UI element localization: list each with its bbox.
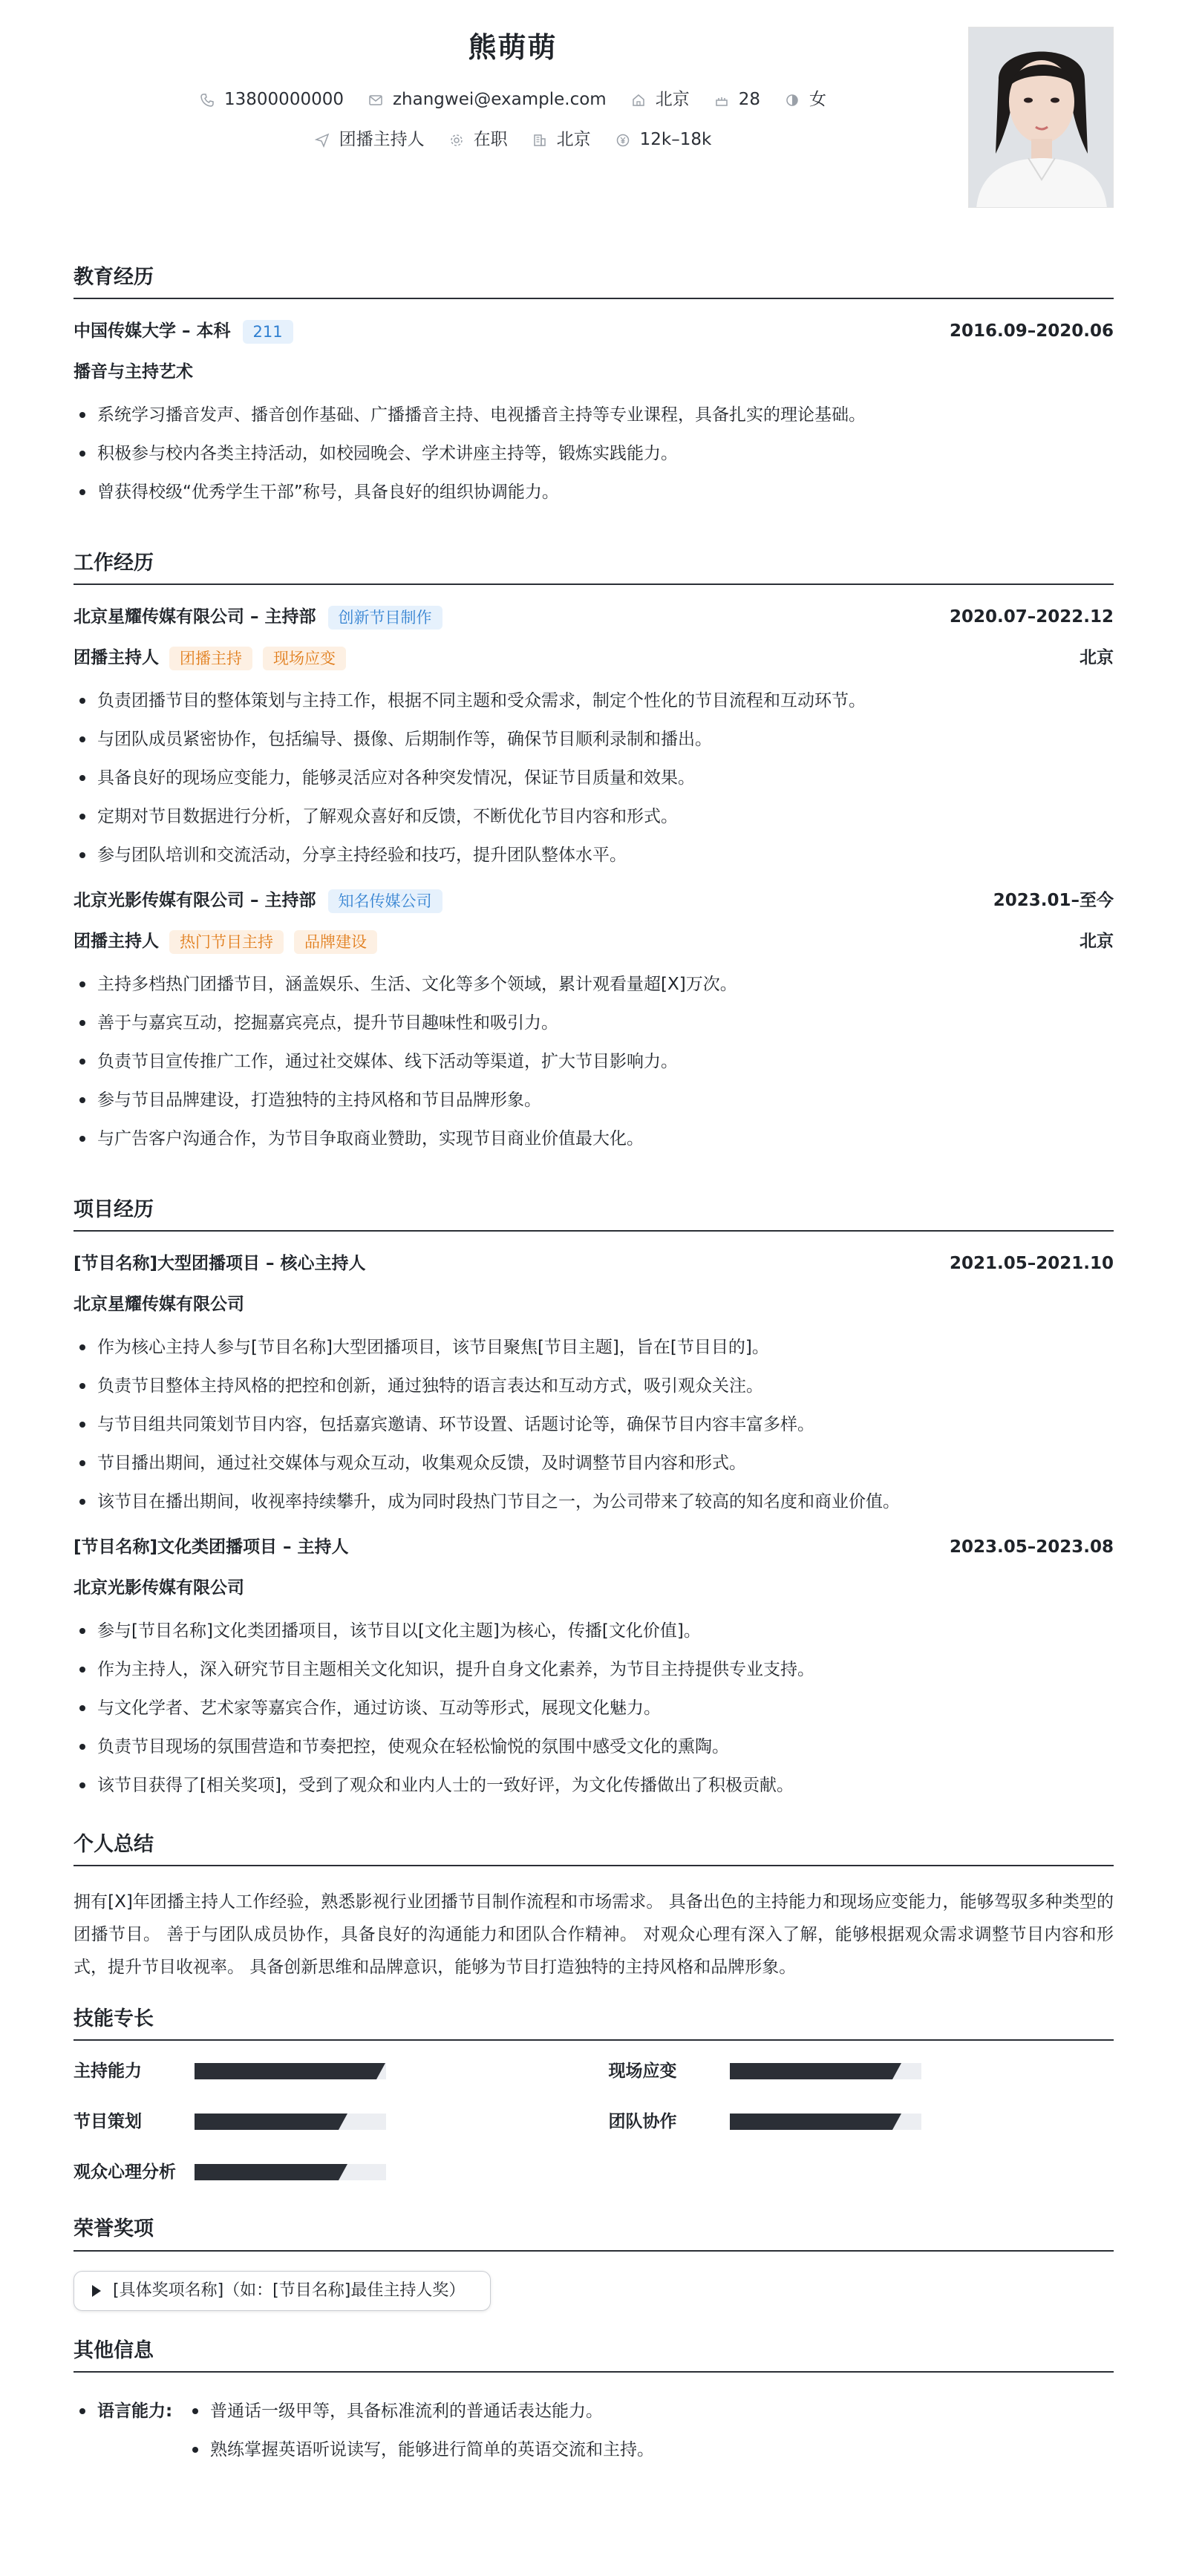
- skill-label: 团队协作: [608, 2111, 677, 2131]
- work-section: [74, 550, 1114, 1158]
- role: 团播主持人: [74, 932, 159, 952]
- work-head: [74, 604, 1114, 631]
- work-location: 北京: [1080, 932, 1114, 952]
- skills-section: [74, 2006, 1114, 2183]
- skill-label: 节目策划: [74, 2111, 142, 2131]
- work-title: 工作经历: [74, 550, 1114, 585]
- work-date: 2023.01–至今: [993, 891, 1114, 911]
- list-item: 负责节目整体主持风格的把控和创新，通过独特的语言表达和互动方式，吸引观众关注。: [74, 1367, 1114, 1405]
- project-org: 北京光影传媒有限公司: [74, 1578, 244, 1598]
- award-card[interactable]: [74, 2271, 491, 2312]
- project-section: [74, 1197, 1114, 1805]
- skill-bar: [730, 2114, 921, 2130]
- list-item: 负责节目现场的氛围营造和节奏把控，使观众在轻松愉悦的氛围中感受文化的熏陶。: [74, 1727, 1114, 1766]
- project-title: 项目经历: [74, 1197, 1114, 1232]
- list-item: 参与[节目名称]文化类团播项目，该节目以[文化主题]为核心，传播[文化价值]。: [74, 1612, 1114, 1650]
- list-item: 作为核心主持人参与[节目名称]大型团播项目，该节目聚焦[节目主题]，旨在[节目目的]。: [74, 1328, 1114, 1367]
- list-item: 系统学习播音发声、播音创作基础、广播播音主持、电视播音主持等专业课程，具备扎实的理论基础。: [74, 396, 1114, 434]
- awards-section: [74, 2216, 1114, 2311]
- status-value: 在职: [473, 130, 508, 149]
- status-item: [448, 129, 508, 151]
- email-value: zhangwei@example.com: [392, 90, 607, 109]
- age-icon: [713, 92, 730, 108]
- building-icon: [532, 132, 548, 148]
- project-date: 2021.05–2021.10: [949, 1254, 1114, 1274]
- skill-label: 观众心理分析: [74, 2162, 176, 2182]
- role-tag: 团播主持: [169, 647, 252, 670]
- project-head: [74, 1251, 1114, 1278]
- language-list: [186, 2392, 654, 2469]
- gear-icon: [448, 132, 465, 148]
- city-item: [630, 89, 690, 111]
- position-item: [314, 129, 425, 151]
- skill-item: [74, 2111, 579, 2133]
- work-head: [74, 888, 1114, 915]
- mail-icon: [368, 92, 384, 108]
- skill-item: [74, 2161, 579, 2183]
- list-item: 节目播出期间，通过社交媒体与观众互动，收集观众反馈，及时调整节目内容和形式。: [74, 1444, 1114, 1482]
- list-item: 该节目获得了[相关奖项]，受到了观众和业内人士的一致好评，为文化传播做出了积极贡献。: [74, 1766, 1114, 1805]
- home-icon: [630, 92, 647, 108]
- skill-bar: [195, 2063, 386, 2079]
- skill-bar: [195, 2114, 386, 2130]
- role-tag: 热门节目主持: [169, 930, 284, 954]
- list-item: 积极参与校内各类主持活动，如校园晚会、学术讲座主持等，锻炼实践能力。: [74, 434, 1114, 473]
- list-item: 与广告客户沟通合作，为节目争取商业赞助，实现节目商业价值最大化。: [74, 1119, 1114, 1158]
- contact-row: [74, 89, 952, 111]
- send-icon: [314, 132, 330, 148]
- skill-bar-fill: [195, 2063, 376, 2079]
- target-city-item: [532, 129, 591, 151]
- language-row: [74, 2392, 1114, 2469]
- skill-label: 主持能力: [74, 2061, 142, 2081]
- education-bullets: [74, 396, 1114, 511]
- other-section: [74, 2338, 1114, 2469]
- major: 播音与主持艺术: [74, 362, 193, 382]
- money-icon: [615, 132, 631, 148]
- age-item: [713, 89, 760, 111]
- phone-item: [199, 89, 344, 111]
- city-value: 北京: [655, 90, 690, 109]
- project-head: [74, 1534, 1114, 1561]
- school-line: 中国传媒大学 – 本科: [74, 321, 231, 341]
- skill-bar-fill: [195, 2164, 339, 2180]
- company-tag: 创新节目制作: [328, 606, 442, 630]
- skill-label: 现场应变: [608, 2061, 677, 2081]
- company: 北京光影传媒有限公司 – 主持部: [74, 891, 316, 911]
- project-org-line: [74, 1576, 1114, 1601]
- list-item: 主持多档热门团播节目，涵盖娱乐、生活、文化等多个领域，累计观看量超[X]万次。: [74, 965, 1114, 1004]
- list-item: 熟练掌握英语听说读写，能够进行简单的英语交流和主持。: [186, 2430, 654, 2469]
- skill-bar-fill: [730, 2114, 892, 2130]
- skill-item: [609, 2111, 1114, 2133]
- project-org: 北京星耀传媒有限公司: [74, 1295, 244, 1315]
- other-title: 其他信息: [74, 2338, 1114, 2373]
- gender-item: [784, 89, 826, 111]
- list-item: 善于与嘉宾互动，挖掘嘉宾亮点，提升节目趣味性和吸引力。: [74, 1004, 1114, 1042]
- gender-value: 女: [809, 90, 826, 109]
- list-item: 该节目在播出期间，收视率持续攀升，成为同时段热门节目之一，为公司带来了较高的知名度和商业价值。: [74, 1482, 1114, 1521]
- role-tag: 现场应变: [263, 647, 346, 670]
- education-section: [74, 264, 1114, 511]
- list-item: 作为主持人，深入研究节目主题相关文化知识，提升自身文化素养，为节目主持提供专业支持。: [74, 1650, 1114, 1689]
- project-entry: [74, 1251, 1114, 1521]
- list-item: 与团队成员紧密协作，包括编导、摄像、后期制作等，确保节目顺利录制和播出。: [74, 720, 1114, 759]
- position-value: 团播主持人: [339, 130, 425, 149]
- gender-icon: [784, 92, 800, 108]
- work-entry: [74, 888, 1114, 1158]
- list-item: 具备良好的现场应变能力，能够灵活应对各种突发情况，保证节目质量和效果。: [74, 759, 1114, 797]
- list-item: 普通话一级甲等，具备标准流利的普通话表达能力。: [186, 2392, 654, 2430]
- age-value: 28: [738, 90, 760, 109]
- project-entry: [74, 1534, 1114, 1805]
- list-item: 参与节目品牌建设，打造独特的主持风格和节目品牌形象。: [74, 1081, 1114, 1119]
- skills-title: 技能专长: [74, 2006, 1114, 2041]
- role: 团播主持人: [74, 648, 159, 668]
- company: 北京星耀传媒有限公司 – 主持部: [74, 607, 316, 627]
- summary-title: 个人总结: [74, 1831, 1114, 1866]
- skill-bar-fill: [730, 2063, 892, 2079]
- list-item: 负责节目宣传推广工作，通过社交媒体、线下活动等渠道，扩大节目影响力。: [74, 1042, 1114, 1081]
- candidate-name: 熊萌萌: [468, 31, 558, 64]
- project-bullets: [74, 1328, 1114, 1521]
- email-item: [368, 89, 607, 111]
- phone-icon: [199, 92, 215, 108]
- resume-header: [74, 24, 1114, 239]
- school-tag: 211: [243, 320, 293, 344]
- job-intent-row: [74, 129, 952, 151]
- salary-item: [615, 129, 712, 151]
- project-name: [节目名称]大型团播项目 – 核心主持人: [74, 1254, 366, 1274]
- education-title: 教育经历: [74, 264, 1114, 299]
- target-city-value: 北京: [556, 130, 591, 149]
- awards-title: 荣誉奖项: [74, 2216, 1114, 2251]
- award-text: [具体奖项名称]（如：[节目名称]最佳主持人奖）: [113, 2281, 466, 2300]
- education-date: 2016.09–2020.06: [949, 321, 1114, 341]
- work-bullets: [74, 681, 1114, 875]
- list-item: 负责团播节目的整体策划与主持工作，根据不同主题和受众需求，制定个性化的节目流程和互动环节。: [74, 681, 1114, 720]
- list-item: 与文化学者、艺术家等嘉宾合作，通过访谈、互动等形式，展现文化魅力。: [74, 1689, 1114, 1727]
- list-item: 曾获得校级“优秀学生干部”称号，具备良好的组织协调能力。: [74, 473, 1114, 511]
- language-label: 语言能力:: [74, 2392, 186, 2430]
- project-bullets: [74, 1612, 1114, 1805]
- role-line: [74, 929, 1114, 955]
- project-name: [节目名称]文化类团播项目 – 主持人: [74, 1537, 349, 1557]
- project-date: 2023.05–2023.08: [949, 1537, 1114, 1557]
- list-item: 定期对节目数据进行分析，了解观众喜好和反馈，不断优化节目内容和形式。: [74, 797, 1114, 836]
- major-line: [74, 360, 1114, 385]
- triangle-right-icon: [92, 2285, 101, 2297]
- profile-photo: [968, 27, 1114, 208]
- work-date: 2020.07–2022.12: [949, 607, 1114, 627]
- skill-bar: [730, 2063, 921, 2079]
- phone-value: 13800000000: [224, 90, 344, 109]
- skill-item: [74, 2060, 579, 2082]
- skill-bar: [195, 2164, 386, 2180]
- summary-section: [74, 1831, 1114, 1984]
- list-item: 参与团队培训和交流活动，分享主持经验和技巧，提升团队整体水平。: [74, 836, 1114, 875]
- work-entry: [74, 604, 1114, 875]
- summary-text: 拥有[X]年团播主持人工作经验，熟悉影视行业团播节目制作流程和市场需求。 具备出色的主持能力和现场应变能力，能够驾驭多种类型的团播节目。 善于与团队成员协作，具备良好的沟通能力和团队合作精神。 对观众心理有深入了解，能够根据观众需求调整节目内容和形式，提升节目收视率。 具备创新思维和品牌意识，能够为节目打造独特的主持风格和品牌形象。: [74, 1892, 1114, 1978]
- list-item: 与节目组共同策划节目内容，包括嘉宾邀请、环节设置、话题讨论等，确保节目内容丰富多样。: [74, 1405, 1114, 1444]
- project-org-line: [74, 1292, 1114, 1318]
- company-tag: 知名传媒公司: [328, 889, 442, 913]
- role-tag: 品牌建设: [294, 930, 377, 954]
- education-head: [74, 318, 1114, 345]
- role-line: [74, 646, 1114, 671]
- skill-bar-fill: [195, 2114, 339, 2130]
- salary-value: 12k–18k: [639, 130, 712, 149]
- skills-grid: [74, 2060, 1114, 2183]
- work-bullets: [74, 965, 1114, 1158]
- work-location: 北京: [1080, 648, 1114, 668]
- skill-item: [609, 2060, 1114, 2082]
